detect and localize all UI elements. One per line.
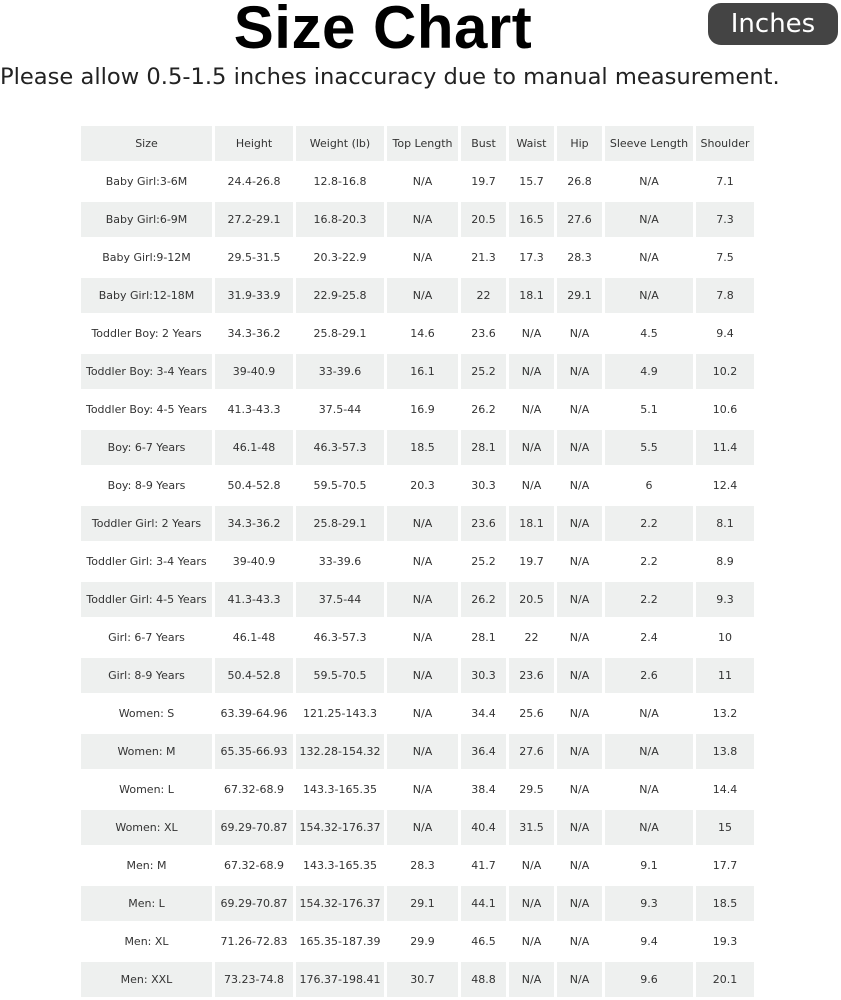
- cell-shoulder: 9.3: [696, 582, 754, 617]
- cell-top-length: N/A: [387, 658, 458, 693]
- table-row: [81, 316, 754, 351]
- cell-sleeve-length: 2.2: [605, 582, 693, 617]
- cell-weight: 59.5-70.5: [296, 658, 384, 693]
- cell-sleeve-length: 9.3: [605, 886, 693, 921]
- table-row: [81, 202, 754, 237]
- cell-waist: 18.1: [509, 278, 554, 313]
- cell-bust: 46.5: [461, 924, 506, 959]
- cell-hip: N/A: [557, 430, 602, 465]
- column-header-hip: Hip: [557, 126, 602, 161]
- cell-shoulder: 20.1: [696, 962, 754, 997]
- cell-bust: 48.8: [461, 962, 506, 997]
- cell-weight: 12.8-16.8: [296, 164, 384, 199]
- table-row: [81, 658, 754, 693]
- cell-hip: N/A: [557, 658, 602, 693]
- cell-height: 69.29-70.87: [215, 810, 293, 845]
- cell-height: 69.29-70.87: [215, 886, 293, 921]
- cell-weight: 16.8-20.3: [296, 202, 384, 237]
- cell-height: 50.4-52.8: [215, 658, 293, 693]
- cell-weight: 22.9-25.8: [296, 278, 384, 313]
- cell-bust: 26.2: [461, 392, 506, 427]
- table-row: [81, 506, 754, 541]
- cell-hip: N/A: [557, 506, 602, 541]
- cell-height: 46.1-48: [215, 430, 293, 465]
- cell-sleeve-length: 9.4: [605, 924, 693, 959]
- cell-hip: 28.3: [557, 240, 602, 275]
- cell-weight: 37.5-44: [296, 582, 384, 617]
- cell-hip: N/A: [557, 886, 602, 921]
- cell-waist: N/A: [509, 392, 554, 427]
- cell-waist: N/A: [509, 430, 554, 465]
- table-row: [81, 278, 754, 313]
- cell-bust: 25.2: [461, 544, 506, 579]
- cell-bust: 41.7: [461, 848, 506, 883]
- cell-size: Women: XL: [81, 810, 212, 845]
- cell-shoulder: 10.2: [696, 354, 754, 389]
- cell-height: 34.3-36.2: [215, 316, 293, 351]
- cell-size: Toddler Girl: 4-5 Years: [81, 582, 212, 617]
- table-header-row: [81, 126, 754, 161]
- cell-height: 46.1-48: [215, 620, 293, 655]
- cell-bust: 23.6: [461, 316, 506, 351]
- cell-size: Men: XXL: [81, 962, 212, 997]
- cell-bust: 28.1: [461, 430, 506, 465]
- cell-height: 67.32-68.9: [215, 848, 293, 883]
- cell-waist: 15.7: [509, 164, 554, 199]
- cell-hip: N/A: [557, 772, 602, 807]
- cell-weight: 143.3-165.35: [296, 848, 384, 883]
- cell-sleeve-length: 5.5: [605, 430, 693, 465]
- cell-hip: 26.8: [557, 164, 602, 199]
- table-row: [81, 430, 754, 465]
- cell-height: 73.23-74.8: [215, 962, 293, 997]
- cell-height: 65.35-66.93: [215, 734, 293, 769]
- column-header-size: Size: [81, 126, 212, 161]
- cell-waist: 16.5: [509, 202, 554, 237]
- column-header-bust: Bust: [461, 126, 506, 161]
- cell-top-length: N/A: [387, 810, 458, 845]
- cell-bust: 36.4: [461, 734, 506, 769]
- cell-weight: 59.5-70.5: [296, 468, 384, 503]
- cell-hip: N/A: [557, 696, 602, 731]
- column-header-sleeve-length: Sleeve Length: [605, 126, 693, 161]
- cell-sleeve-length: 9.1: [605, 848, 693, 883]
- cell-waist: 19.7: [509, 544, 554, 579]
- cell-waist: 22: [509, 620, 554, 655]
- table-row: [81, 810, 754, 845]
- table-row: [81, 468, 754, 503]
- cell-weight: 46.3-57.3: [296, 620, 384, 655]
- size-chart-table: [78, 123, 757, 1000]
- cell-shoulder: 17.7: [696, 848, 754, 883]
- cell-shoulder: 10: [696, 620, 754, 655]
- cell-size: Toddler Boy: 2 Years: [81, 316, 212, 351]
- cell-hip: 27.6: [557, 202, 602, 237]
- cell-sleeve-length: 2.2: [605, 544, 693, 579]
- cell-shoulder: 19.3: [696, 924, 754, 959]
- cell-shoulder: 13.8: [696, 734, 754, 769]
- cell-size: Toddler Boy: 4-5 Years: [81, 392, 212, 427]
- cell-waist: N/A: [509, 468, 554, 503]
- cell-waist: N/A: [509, 886, 554, 921]
- cell-weight: 165.35-187.39: [296, 924, 384, 959]
- cell-waist: 27.6: [509, 734, 554, 769]
- cell-bust: 30.3: [461, 658, 506, 693]
- cell-waist: N/A: [509, 354, 554, 389]
- table-row: [81, 734, 754, 769]
- cell-waist: N/A: [509, 962, 554, 997]
- cell-hip: N/A: [557, 810, 602, 845]
- column-header-weight: Weight (lb): [296, 126, 384, 161]
- cell-sleeve-length: 6: [605, 468, 693, 503]
- cell-bust: 22: [461, 278, 506, 313]
- table-row: [81, 772, 754, 807]
- table-row: [81, 848, 754, 883]
- cell-height: 39-40.9: [215, 354, 293, 389]
- cell-size: Boy: 6-7 Years: [81, 430, 212, 465]
- cell-waist: N/A: [509, 924, 554, 959]
- measurement-note: Please allow 0.5-1.5 inches inaccuracy due to manual measurement.: [0, 64, 780, 90]
- cell-size: Baby Girl:6-9M: [81, 202, 212, 237]
- cell-waist: 18.1: [509, 506, 554, 541]
- cell-top-length: N/A: [387, 240, 458, 275]
- cell-height: 27.2-29.1: [215, 202, 293, 237]
- cell-hip: N/A: [557, 544, 602, 579]
- cell-top-length: 18.5: [387, 430, 458, 465]
- cell-sleeve-length: 9.6: [605, 962, 693, 997]
- cell-sleeve-length: 2.2: [605, 506, 693, 541]
- cell-size: Toddler Boy: 3-4 Years: [81, 354, 212, 389]
- cell-waist: N/A: [509, 316, 554, 351]
- cell-hip: N/A: [557, 392, 602, 427]
- cell-waist: 25.6: [509, 696, 554, 731]
- table-row: [81, 354, 754, 389]
- cell-sleeve-length: N/A: [605, 164, 693, 199]
- cell-height: 39-40.9: [215, 544, 293, 579]
- cell-bust: 26.2: [461, 582, 506, 617]
- cell-size: Girl: 6-7 Years: [81, 620, 212, 655]
- cell-weight: 121.25-143.3: [296, 696, 384, 731]
- cell-waist: 20.5: [509, 582, 554, 617]
- cell-size: Baby Girl:3-6M: [81, 164, 212, 199]
- cell-size: Baby Girl:9-12M: [81, 240, 212, 275]
- cell-sleeve-length: 5.1: [605, 392, 693, 427]
- cell-weight: 132.28-154.32: [296, 734, 384, 769]
- cell-bust: 44.1: [461, 886, 506, 921]
- cell-sleeve-length: N/A: [605, 240, 693, 275]
- cell-hip: N/A: [557, 848, 602, 883]
- cell-size: Toddler Girl: 3-4 Years: [81, 544, 212, 579]
- cell-bust: 28.1: [461, 620, 506, 655]
- cell-shoulder: 7.3: [696, 202, 754, 237]
- cell-shoulder: 18.5: [696, 886, 754, 921]
- cell-weight: 176.37-198.41: [296, 962, 384, 997]
- cell-sleeve-length: 2.6: [605, 658, 693, 693]
- cell-shoulder: 14.4: [696, 772, 754, 807]
- cell-bust: 40.4: [461, 810, 506, 845]
- table-row: [81, 962, 754, 997]
- cell-top-length: 29.1: [387, 886, 458, 921]
- cell-size: Toddler Girl: 2 Years: [81, 506, 212, 541]
- cell-sleeve-length: N/A: [605, 810, 693, 845]
- table-row: [81, 924, 754, 959]
- cell-shoulder: 12.4: [696, 468, 754, 503]
- cell-top-length: N/A: [387, 620, 458, 655]
- page-title: Size Chart: [233, 0, 533, 61]
- cell-waist: N/A: [509, 848, 554, 883]
- cell-hip: N/A: [557, 316, 602, 351]
- column-header-height: Height: [215, 126, 293, 161]
- cell-sleeve-length: N/A: [605, 772, 693, 807]
- cell-hip: N/A: [557, 734, 602, 769]
- cell-shoulder: 13.2: [696, 696, 754, 731]
- cell-top-length: N/A: [387, 734, 458, 769]
- cell-top-length: N/A: [387, 164, 458, 199]
- cell-size: Women: L: [81, 772, 212, 807]
- cell-weight: 33-39.6: [296, 544, 384, 579]
- cell-height: 71.26-72.83: [215, 924, 293, 959]
- table-row: [81, 164, 754, 199]
- cell-size: Boy: 8-9 Years: [81, 468, 212, 503]
- table-row: [81, 582, 754, 617]
- cell-sleeve-length: N/A: [605, 696, 693, 731]
- cell-sleeve-length: N/A: [605, 202, 693, 237]
- column-header-top-length: Top Length: [387, 126, 458, 161]
- cell-sleeve-length: 4.9: [605, 354, 693, 389]
- cell-weight: 33-39.6: [296, 354, 384, 389]
- cell-sleeve-length: N/A: [605, 278, 693, 313]
- cell-top-length: N/A: [387, 582, 458, 617]
- table-body: [81, 164, 754, 997]
- cell-sleeve-length: N/A: [605, 734, 693, 769]
- cell-size: Men: XL: [81, 924, 212, 959]
- cell-bust: 25.2: [461, 354, 506, 389]
- cell-height: 31.9-33.9: [215, 278, 293, 313]
- cell-hip: N/A: [557, 620, 602, 655]
- cell-shoulder: 7.1: [696, 164, 754, 199]
- table-row: [81, 392, 754, 427]
- cell-hip: N/A: [557, 468, 602, 503]
- table-row: [81, 240, 754, 275]
- cell-size: Women: M: [81, 734, 212, 769]
- cell-weight: 25.8-29.1: [296, 316, 384, 351]
- column-header-waist: Waist: [509, 126, 554, 161]
- cell-shoulder: 9.4: [696, 316, 754, 351]
- cell-bust: 38.4: [461, 772, 506, 807]
- cell-shoulder: 8.1: [696, 506, 754, 541]
- cell-size: Men: L: [81, 886, 212, 921]
- cell-shoulder: 11: [696, 658, 754, 693]
- cell-sleeve-length: 2.4: [605, 620, 693, 655]
- cell-size: Baby Girl:12-18M: [81, 278, 212, 313]
- cell-weight: 154.32-176.37: [296, 810, 384, 845]
- cell-height: 41.3-43.3: [215, 392, 293, 427]
- cell-height: 50.4-52.8: [215, 468, 293, 503]
- cell-height: 34.3-36.2: [215, 506, 293, 541]
- cell-bust: 19.7: [461, 164, 506, 199]
- unit-toggle-button[interactable]: Inches: [708, 3, 838, 45]
- cell-top-length: N/A: [387, 202, 458, 237]
- cell-shoulder: 7.8: [696, 278, 754, 313]
- cell-height: 63.39-64.96: [215, 696, 293, 731]
- cell-top-length: 16.1: [387, 354, 458, 389]
- cell-waist: 23.6: [509, 658, 554, 693]
- cell-bust: 20.5: [461, 202, 506, 237]
- cell-bust: 30.3: [461, 468, 506, 503]
- cell-waist: 31.5: [509, 810, 554, 845]
- cell-top-length: N/A: [387, 772, 458, 807]
- table-row: [81, 886, 754, 921]
- cell-top-length: N/A: [387, 544, 458, 579]
- cell-top-length: 20.3: [387, 468, 458, 503]
- cell-waist: 29.5: [509, 772, 554, 807]
- cell-top-length: 28.3: [387, 848, 458, 883]
- cell-top-length: N/A: [387, 506, 458, 541]
- cell-size: Men: M: [81, 848, 212, 883]
- cell-top-length: 16.9: [387, 392, 458, 427]
- cell-bust: 23.6: [461, 506, 506, 541]
- cell-weight: 154.32-176.37: [296, 886, 384, 921]
- table-row: [81, 696, 754, 731]
- cell-sleeve-length: 4.5: [605, 316, 693, 351]
- cell-hip: N/A: [557, 582, 602, 617]
- cell-weight: 37.5-44: [296, 392, 384, 427]
- cell-hip: 29.1: [557, 278, 602, 313]
- cell-height: 29.5-31.5: [215, 240, 293, 275]
- cell-shoulder: 15: [696, 810, 754, 845]
- cell-bust: 21.3: [461, 240, 506, 275]
- cell-top-length: 30.7: [387, 962, 458, 997]
- cell-weight: 143.3-165.35: [296, 772, 384, 807]
- cell-shoulder: 7.5: [696, 240, 754, 275]
- cell-weight: 25.8-29.1: [296, 506, 384, 541]
- cell-shoulder: 11.4: [696, 430, 754, 465]
- cell-height: 67.32-68.9: [215, 772, 293, 807]
- cell-top-length: 14.6: [387, 316, 458, 351]
- cell-top-length: N/A: [387, 278, 458, 313]
- cell-weight: 20.3-22.9: [296, 240, 384, 275]
- cell-hip: N/A: [557, 924, 602, 959]
- column-header-shoulder: Shoulder: [696, 126, 754, 161]
- cell-top-length: 29.9: [387, 924, 458, 959]
- cell-hip: N/A: [557, 962, 602, 997]
- cell-waist: 17.3: [509, 240, 554, 275]
- cell-hip: N/A: [557, 354, 602, 389]
- cell-weight: 46.3-57.3: [296, 430, 384, 465]
- cell-shoulder: 10.6: [696, 392, 754, 427]
- table-row: [81, 544, 754, 579]
- cell-top-length: N/A: [387, 696, 458, 731]
- cell-shoulder: 8.9: [696, 544, 754, 579]
- table-row: [81, 620, 754, 655]
- cell-height: 41.3-43.3: [215, 582, 293, 617]
- cell-bust: 34.4: [461, 696, 506, 731]
- cell-size: Girl: 8-9 Years: [81, 658, 212, 693]
- cell-height: 24.4-26.8: [215, 164, 293, 199]
- cell-size: Women: S: [81, 696, 212, 731]
